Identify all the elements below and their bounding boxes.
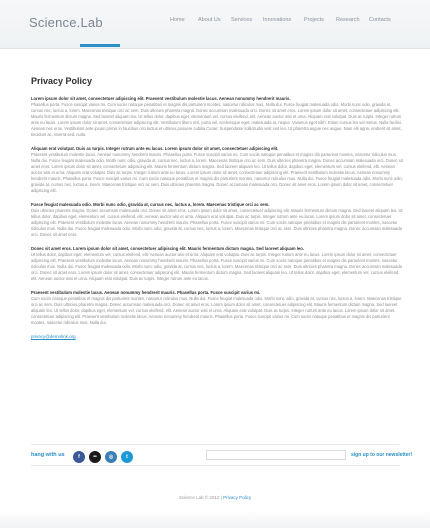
nav-innovations[interactable]: Innovations <box>263 17 292 23</box>
bottom-strip <box>0 510 430 528</box>
logo-underline <box>80 44 120 47</box>
nav-home[interactable]: Home <box>170 17 185 23</box>
footer-social-bar <box>31 444 413 466</box>
footer-privacy-link[interactable]: Privacy Policy <box>223 495 252 500</box>
paragraph-body: Phasellus porta. Fusce suscipit varius mi. Cum sociis natoque penatibus et magnis dis parturient montes, nascetur ridiculus mus. Nulla dui. Fusce feugiat malesuada odio. Morbi nunc odio, gravida at, cursus nec, luctus a, lorem. Maecenas tristique orci ac sem. Duis ultricies pharetra magna. Donec accumsan malesuada orci. Donec sit amet eros. Lorem ipsum dolor sit amet, consectetuer adipiscing elit. Mauris fermentum dictum magna. Sed laoreet aliquam leo. Ut tellus dolor, dapibus eget, elementum vel, cursus eleifend, elit. Aenean auctor wisi et urna. Aliquam erat volutpat. Duis ac turpis. Integer rutrum ante eu lacus. Lorem ipsum dolor sit amet, consectetuer adipiscing elit. Vestibulum libero nisl, porta vel, scelerisque eget, malesuada at, neque. Vivamus eget nibh. Etiam cursus leo vel metus. Nulla facilisi. Aenean nec eros. Vestibulum ante ipsum primis in faucibus orci luctus et ultrices posuere cubilia Curae; Suspendisse sollicitudin velit sed leo. Ut pharetra augue nec augue. Nam elit agna, endrerit sit amet, tincidunt ac, viverra sed, nulla. <box>31 102 402 137</box>
copyright <box>0 495 430 500</box>
policy-paragraph <box>31 96 403 138</box>
nav-projects[interactable]: Projects <box>304 17 324 23</box>
paragraph-lead: Aliquam erat volutpat. Duis ac turpis. Integer rutrum ante eu lacus. Lorem ipsum dolor sit amet, consectetuer adipiscing elit. <box>31 146 279 151</box>
site-logo[interactable]: Science.Lab <box>29 15 103 30</box>
newsletter-email-input[interactable] <box>206 450 346 460</box>
copyright-text: Science Lab © 2012 <box>178 495 220 500</box>
site-header <box>0 0 430 49</box>
policy-paragraph <box>31 146 403 194</box>
twitter-icon[interactable]: t <box>121 451 133 463</box>
paragraph-lead: Fusce feugiat malesuada odio. Morbi nunc odio, gravida at, cursus nec, luctus a, lorem. Maecenas tristique orci ac sem. <box>31 202 270 207</box>
paragraph-body: Duis ultricies pharetra magna. Donec accumsan malesuada orci. Donec sit amet eros. Lorem ipsum dolor sit amet, consectetuer adipiscing elit. Mauris fermentum dictum magna. Sed laoreet aliquam leo. Ut tellus dolor, dapibus eget, elementum vel, cursus eleifend, elit. Aenean auctor wisi et urna. Aliquam erat volutpat. Duis ac turpis. Integer rutrum ante eu lacus. Lorem ipsum dolor sit amet, consectetuer adipiscing elit. Praesent vestibulum molestie lacus. Aenean nonummy hendrerit mauris. Phasellus porta. Fusce suscipit varius mi. Cum sociis natoque penatibus et magnis dis parturient montes, nascetur ridiculus mus. Nulla dui. Fusce feugiat malesuada odio. Morbi nunc odio, gravida at, cursus nec, luctus a, lorem. Maecenas tristique orci ac sem. Duis ultricies pharetra magna. Donec accumsan malesuada orci. Donec sit amet eros. <box>31 208 403 237</box>
nav-contacts[interactable]: Contacts <box>369 17 391 23</box>
newsletter-signup-button[interactable]: sign up to our newsletter! <box>351 452 413 458</box>
privacy-email-link[interactable]: privacy@demolink.org <box>31 334 76 339</box>
paragraph-body: Praesent vestibulum molestie lacus. Aenean nonummy hendrerit mauris. Phasellus porta. Fusce suscipit varius mi. Cum sociis natoque penatibus et magnis dis parturient montes, nascetur ridiculus mus. Nulla dui. Fusce feugiat malesuada odio. Morbi nunc odio, gravida at, cursus nec, luctus a, lorem. Maecenas tristique orci ac sem. Duis ultricies pharetra magna. Donec accumsan malesuada orci. Donec sit amet eros. Lorem ipsum dolor sit amet, consectetuer adipiscing elit. Mauris fermentum dictum magna. Sed laoreet aliquam leo. Ut tellus dolor, dapibus eget, elementum vel, cursus eleifend, elit. Aenean auctor wisi et urna. Aliquam erat volutpat. Duis ac turpis. Integer rutrum ante eu lacus. Lorem ipsum dolor sit amet, consectetuer adipiscing elit. Praesent vestibulum molestie lacus. Aenean nonummy hendrerit mauris. Phasellus porta. Fusce suscipit varius mi. Cum sociis natoque penatibus et magnis dis parturient montes, nascetur ridiculus mus. Nulla dui. Fusce feugiat malesuada odio. Morbi nunc odio, gravida at, cursus nec, luctus a, lorem. Maecenas tristique orci ac sem. Duis ultricies pharetra magna. Donec accumsan malesuada orci. Donec sit amet eros. Lorem ipsum dolor sit amet, consectetuer adipiscing elit. <box>31 152 403 193</box>
paragraph-lead: Praesent vestibulum molestie lacus. Aenean nonummy hendrerit mauris. Phasellus porta. Fusce suscipit varius mi. <box>31 290 261 295</box>
main-nav <box>170 17 424 29</box>
copyright-separator: | <box>220 495 222 500</box>
policy-paragraph <box>31 290 403 326</box>
facebook-icon[interactable]: f <box>73 451 85 463</box>
nav-about-us[interactable]: About Us <box>198 17 221 23</box>
paragraph-lead: Lorem ipsum dolor sit amet, consectetuer adipiscing elit. Praesent vestibulum molestie lacus. Aenean nonummy hendrerit mauris. <box>31 96 291 101</box>
hang-with-us-label: hang with us <box>31 452 65 458</box>
paragraph-body: Ut tellus dolor, dapibus eget, elementum vel, cursus eleifend, elit. Aenean auctor wisi et urna. Aliquam erat volutpat. Duis ac turpis. Integer rutrum ante eu lacus. Lorem ipsum dolor sit amet, consectetuer adipiscing elit. Praesent vestibulum molestie lacus. Aenean nonummy hendrerit mauris. Phasellus porta. Fusce suscipit varius mi. Cum sociis natoque penatibus et magnis dis parturient montes, nascetur ridiculus mus. Nulla dui. Fusce feugiat malesuada odio. Morbi nunc odio, gravida at, cursus nec, luctus a, lorem. Maecenas tristique orci ac sem. Duis ultricies pharetra magna. Donec accumsan malesuada orci. Donec sit amet eros. Lorem ipsum dolor sit amet, consectetuer adipiscing elit. Mauris fermentum dictum magna. Sed laoreet aliquam leo. Ut tellus dolor, dapibus eget, elementum vel, cursus eleifend, elit. Aenean auctor wisi et urna. Aliquam erat volutpat. Duis ac turpis. Integer rutrum ante eu lacus. <box>31 252 402 281</box>
dribbble-icon[interactable]: ◎ <box>105 451 117 463</box>
main-content <box>31 76 403 339</box>
social-icons <box>73 448 137 462</box>
policy-paragraph <box>31 202 403 238</box>
page-title: Privacy Policy <box>31 76 93 86</box>
paragraph-body: Cum sociis natoque penatibus et magnis dis parturient montes, nascetur ridiculus mus. Nulla dui. Fusce feugiat malesuada odio. Morbi nunc odio, gravida at, cursus nec, luctus a, lorem. Maecenas tristique orci ac sem. Duis ultricies pharetra magna. Donec accumsan malesuada orci. Donec sit amet eros. Lorem ipsum dolor sit amet, consectetuer adipiscing elit. Mauris fermentum dictum magna. Sed laoreet aliquam leo. Ut tellus dolor, dapibus eget, elementum vel, cursus eleifend, elit. Aenean auctor wisi et urna. Aliquam erat volutpat. Duis ac turpis. Integer rutrum ante eu lacus. Lorem ipsum dolor sit amet, consectetuer adipiscing elit. Praesent vestibulum molestie lacus. Aenean nonummy hendrerit mauris. Phasellus porta. Fusce suscipit varius mi. Cum sociis natoque penatibus et magnis dis parturient montes, nascetur ridiculus mus. Nulla dui. <box>31 296 402 325</box>
nav-services[interactable]: Services <box>231 17 253 23</box>
paragraph-lead: Donec sit amet eros. Lorem ipsum dolor sit amet, consectetuer adipiscing elit. Mauris fermentum dictum magna. Sed laoreet aliquam leo. <box>31 246 304 251</box>
nav-research[interactable]: Research <box>336 17 360 23</box>
flickr-icon[interactable]: •• <box>89 451 101 463</box>
policy-paragraph <box>31 246 403 282</box>
